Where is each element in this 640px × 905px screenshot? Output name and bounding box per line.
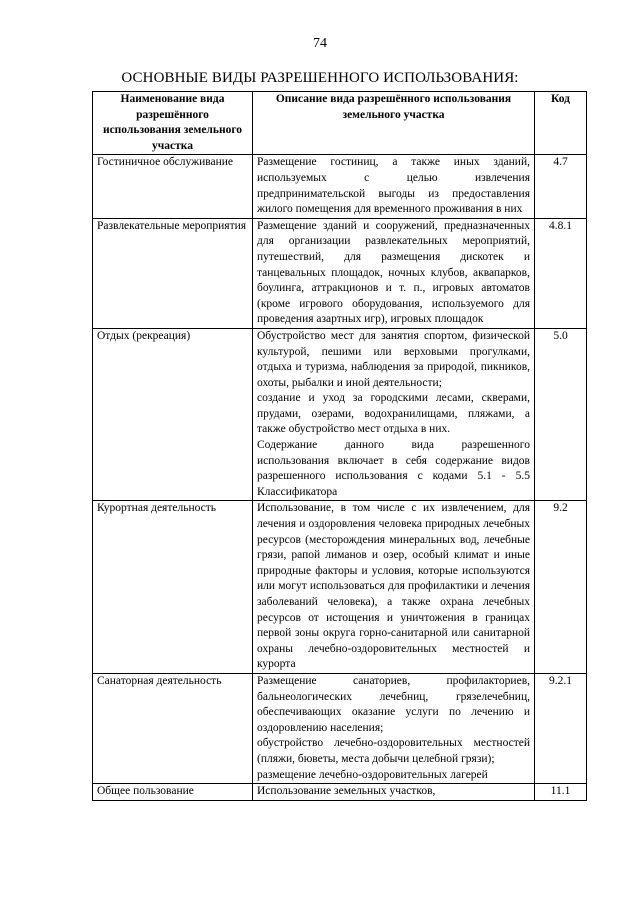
row-code: 5.0 [535, 328, 587, 501]
header-code: Код [535, 92, 587, 155]
table-row [93, 328, 587, 501]
row-name: Отдых (рекреация) [93, 328, 253, 501]
row-code: 4.8.1 [535, 218, 587, 328]
description-paragraph: Обустройство мест для занятия спортом, физической культурой, пешими или верховыми прогулками, отдыха и туризма, наблюдения за природой, пикников, охоты, рыбалки и иной деятельности; [257, 329, 530, 389]
description-paragraph: создание и уход за городскими лесами, скверами, прудами, озерами, водохранилищами, пляжами, а также обустройство мест отдыха в них. [257, 392, 530, 436]
description-paragraph: Размещение гостиниц, а также иных зданий, используемых с целью извлечения предпринимательской выгоды из предоставления жилого помещения для временного проживания в них [257, 156, 530, 216]
description-paragraph: Размещение санаториев, профилакториев, бальнеологических лечебниц, грязелечебниц, обеспечивающих оказание услуги по лечению и оздоровлению населения; [257, 674, 530, 734]
table-header-row [93, 92, 587, 155]
description-paragraph: Содержание данного вида разрешенного использования включает в себя содержание видов разрешенного использования с кодами 5.1 - 5.5 Классификатора [257, 439, 530, 498]
row-name: Курортная деятельность [93, 501, 253, 674]
row-code: 9.2.1 [535, 673, 587, 783]
row-code: 11.1 [535, 784, 587, 801]
row-description [253, 501, 535, 674]
description-paragraph: Использование земельных участков, [257, 785, 436, 798]
table-row [93, 784, 587, 801]
row-description [253, 328, 535, 501]
row-name: Общее пользование [93, 784, 253, 801]
page-number: 74 [313, 36, 327, 51]
row-description [253, 155, 535, 218]
row-code: 9.2 [535, 501, 587, 674]
row-name: Развлекательные мероприятия [93, 218, 253, 328]
table-row [93, 155, 587, 218]
permitted-use-table [92, 91, 587, 801]
row-description [253, 673, 535, 783]
table-row [93, 673, 587, 783]
row-description [253, 218, 535, 328]
header-description: Описание вида разрешённого использования земельного участка [253, 92, 535, 155]
row-name: Гостиничное обслуживание [93, 155, 253, 218]
description-paragraph: обустройство лечебно-оздоровительных местностей (пляжи, бюветы, места добычи целебной грязи); [257, 737, 530, 765]
header-name: Наименование вида разрешённого использования земельного участка [93, 92, 253, 155]
description-paragraph: Использование, в том числе с их извлечением, для лечения и оздоровления человека природных лечебных ресурсов (месторождения минеральных вод, лечебные грязи, рапой лиманов и озер, особый климат и иные природные факторы и условия, которые используются или могут использоваться для профилактики и лечения заболеваний человека), а также охрана лечебных ресурсов от истощения и уничтожения в границах первой зоны округа горно-санитарной или санитарной охраны лечебно-оздоровительных местностей и курорта [257, 502, 530, 671]
description-paragraph: размещение лечебно-оздоровительных лагерей [257, 768, 488, 781]
table-row [93, 501, 587, 674]
row-code: 4.7 [535, 155, 587, 218]
row-description [253, 784, 535, 801]
section-title: ОСНОВНЫЕ ВИДЫ РАЗРЕШЕННОГО ИСПОЛЬЗОВАНИЯ: [121, 70, 519, 86]
description-paragraph: Размещение зданий и сооружений, предназначенных для организации развлекательных мероприятий, путешествий, для размещения дискотек и танцевальных площадок, ночных клубов, аквапарков, боулинга, аттракционов и т. п., игровых автоматов (кроме игрового оборудования, используемого для проведения азартных игр), игровых площадок [257, 219, 530, 326]
table-row [93, 218, 587, 328]
row-name: Санаторная деятельность [93, 673, 253, 783]
